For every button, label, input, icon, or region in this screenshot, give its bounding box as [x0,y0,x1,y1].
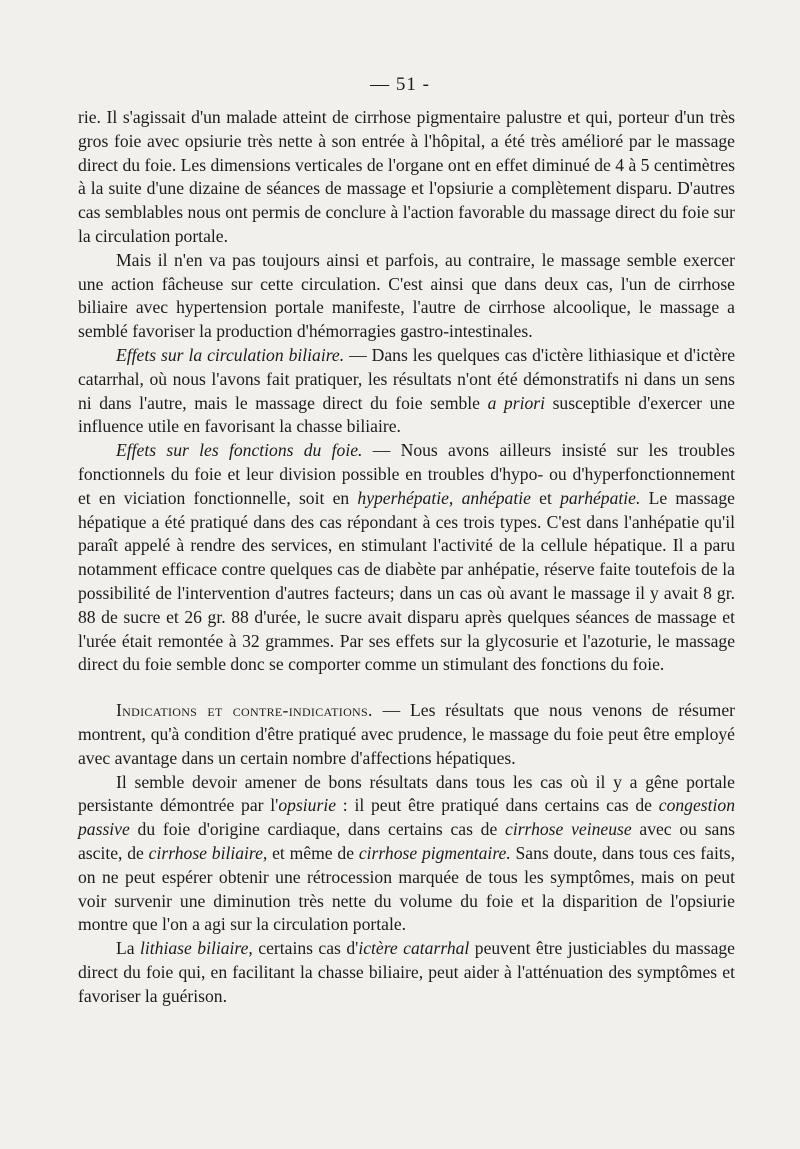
paragraph-biliary-circulation [78,344,735,439]
lithiasis-text-c: peuvent être justiciables du massage direct du foie qui, en facilitant la chasse biliaire, peut aider à l'atténuation des symptômes et favoriser la guérison. [78,938,735,1006]
paragraph-lithiasis [78,937,735,1008]
heading-liver-functions: Effets sur les fonctions du foie. [116,440,363,461]
paragraph-portal-improvement: rie. Il s'agissait d'un malade atteint de cirrhose pigmentaire palustre et qui, porteur d'un très gros foie avec opsiurie très nette à son entrée à l'hôpital, a été très amélioré par le massage direct du foie. Les dimensions verticales de l'organe ont en effet diminué de 4 à 5 centimètres à la suite d'une dizaine de séances de massage et l'opsiurie a complètement disparu. D'autres cas semblables nous ont permis de conclure à l'action favorable du massage direct du foie sur la circulation portale. [78,107,735,246]
term-congestion-passive: congestion passive [78,795,735,840]
term-opsiurie: opsiurie [278,795,337,816]
paragraph-portal-indications [78,771,735,938]
portal-text-c: du foie d'origine cardiaque, dans certains cas de [129,819,506,840]
portal-text-a: Il semble devoir amener de bons résultats dans tous les cas où il y a gêne portale persistante démontrée par l' [78,771,735,816]
term-cirrhose-veineuse: cirrhose veineuse [505,819,632,840]
portal-text-d: avec ou sans ascite, de [78,819,735,863]
lithiasis-text-b: certains cas d' [252,938,359,959]
biliary-text-a: — Dans les quelques cas d'ictère lithiasique et d'ictère catarrhal, où nous l'avons fait pratiquer, les résultats n'ont été démonstratifs ni dans un sens ni dans l'autre, mais le massage direct du foie semble [78,344,736,413]
portal-text-e: et même de [267,842,359,863]
heading-biliary-circulation: Effets sur la circulation biliaire. [116,344,345,365]
portal-text-f: Sans doute, dans tous ces faits, on ne peut espérer obtenir une rétrocession marquée de tous les symptômes, mais on peut voir survenir une diminution très nette du volume du foie et la disparition de l'opsiurie montre que l'on a agi sur la circulation portale. [78,842,735,935]
page-number: — 51 - [370,74,430,95]
indications-text: — Les résultats que nous venons de résumer montrent, qu'à condition d'être pratiqué avec prudence, le massage du foie peut être employé avec avantage dans un certain nombre d'affections hépatiques. [78,700,735,768]
biliary-text-b: susceptible d'exercer une influence utile en favorisant la chasse biliaire. [78,392,735,437]
paragraph-indications [78,699,735,770]
functions-et: et [530,487,561,508]
term-lithiase-biliaire: lithiase biliaire, [140,938,253,959]
portal-text-b: : il peut être pratiqué dans certains cas de [336,795,659,816]
term-hyperhepatie: hyperhépatie, [357,487,454,508]
lithiasis-text-a: La [116,938,141,959]
term-a-priori: a priori [487,392,545,413]
page-body [78,106,735,1008]
term-cirrhose-pigmentaire: cirrhose pigmentaire. [358,842,511,863]
term-ictere-catarrhal: ictère catarrhal [358,938,470,959]
paragraph-adverse-effects: Mais il n'en va pas toujours ainsi et parfois, au contraire, le massage semble exercer une action fâcheuse sur cette circulation. C'est ainsi que dans deux cas, l'un de cirrhose biliaire avec hypertension portale manifeste, l'autre de cirrhose alcoolique, le massage a semblé favoriser la production d'hémorragies gastro-intestinales. [78,249,735,342]
term-anhepatie: anhépatie [461,487,531,508]
term-parhepatie: parhépatie. [560,487,641,508]
functions-text-a: — Nous avons ailleurs insisté sur les troubles fonctionnels du foie et leur division possible en troubles d'hypo- ou d'hyperfonctionnement et en viciation fonctionnelle, soit en [78,440,736,508]
heading-indications: Indications et contre-indications. [116,700,373,721]
functions-sep [453,488,461,508]
term-cirrhose-biliaire: cirrhose biliaire, [148,842,268,863]
functions-text-b: Le massage hépatique a été pratiqué dans des cas répondant à ces trois types. C'est dans l'anhépatie qu'il paraît appelé à rendre des services, en stimulant l'activité de la cellule hépatique. Il a paru notamment efficace contre quelques cas de diabète par anhépatie, réserve faite toutefois de la possibilité de l'intervention d'autres facteurs; dans un cas où avant le massage il y avait 8 gr. 88 de sucre et 26 gr. 88 d'urée, le sucre avait disparu après quelques séances de massage et l'urée était remontée à 32 grammes. Par ses effets sur la glycosurie et l'azoturie, le massage direct du foie semble donc se comporter comme un stimulant des fonctions du foie. [78,487,735,675]
paragraph-liver-functions [78,439,735,677]
